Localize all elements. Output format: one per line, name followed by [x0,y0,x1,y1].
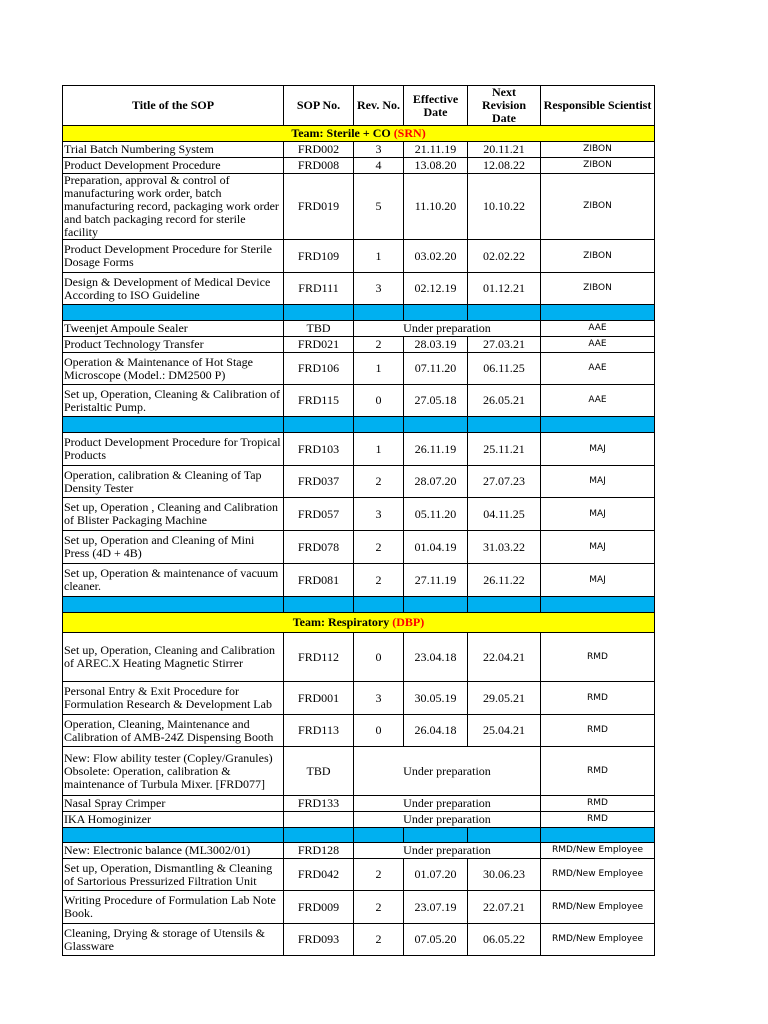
sop-number: FRD021 [284,337,354,353]
effective-date: 07.11.20 [404,353,468,385]
responsible-scientist: RMD [541,747,655,796]
separator-row [63,305,655,321]
revision-number: 2 [354,337,404,353]
revision-number: 5 [354,174,404,240]
separator-cell [541,828,655,843]
team-label [63,126,655,142]
sop-title: Operation, calibration & Cleaning of Tap Density Tester [63,466,284,498]
sop-number: FRD009 [284,891,354,924]
table-row [63,466,655,498]
sop-number: FRD078 [284,531,354,564]
sop-number: FRD093 [284,924,354,956]
effective-date: 05.11.20 [404,498,468,531]
table-row [63,498,655,531]
header-effective-date: Effective Date [404,86,468,126]
separator-cell [284,597,354,613]
revision-number: 1 [354,240,404,273]
effective-date: 01.04.19 [404,531,468,564]
effective-date: 07.05.20 [404,924,468,956]
next-revision-date: 01.12.21 [468,273,541,305]
sop-number: FRD103 [284,433,354,466]
table-row [63,240,655,273]
revision-number: 2 [354,891,404,924]
separator-cell [354,305,404,321]
sop-number: TBD [284,747,354,796]
table-row [63,633,655,682]
table-row [63,682,655,715]
revision-number: 3 [354,142,404,158]
next-revision-date: 26.11.22 [468,564,541,597]
separator-cell [63,828,284,843]
responsible-scientist: MAJ [541,466,655,498]
next-revision-date: 31.03.22 [468,531,541,564]
sop-number: FRD109 [284,240,354,273]
header-responsible-scientist: Responsible Scientist [541,86,655,126]
sop-number: FRD111 [284,273,354,305]
sop-title: Product Development Procedure for Sterile Dosage Forms [63,240,284,273]
sop-number: FRD057 [284,498,354,531]
header-row [63,86,655,126]
next-revision-date: 25.11.21 [468,433,541,466]
sop-number: FRD128 [284,843,354,859]
header-rev-no: Rev. No. [354,86,404,126]
team-name: Team: Sterile + CO [291,126,394,140]
revision-number: 3 [354,682,404,715]
effective-date: 13.08.20 [404,158,468,174]
sop-title: Cleaning, Drying & storage of Utensils & Glassware [63,924,284,956]
revision-number: 2 [354,564,404,597]
sop-title: Product Technology Transfer [63,337,284,353]
effective-date: 26.11.19 [404,433,468,466]
sop-status: Under preparation [354,843,541,859]
table-row [63,796,655,812]
revision-number: 3 [354,498,404,531]
next-revision-date: 10.10.22 [468,174,541,240]
table-row [63,433,655,466]
effective-date: 30.05.19 [404,682,468,715]
revision-number: 2 [354,924,404,956]
sop-status: Under preparation [354,747,541,796]
separator-cell [284,828,354,843]
table-row [63,564,655,597]
sop-number: FRD042 [284,859,354,891]
effective-date: 27.05.18 [404,385,468,417]
sop-number: FRD019 [284,174,354,240]
table-row [63,142,655,158]
responsible-scientist: RMD [541,796,655,812]
responsible-scientist: ZIBON [541,174,655,240]
separator-cell [354,828,404,843]
next-revision-date: 25.04.21 [468,715,541,747]
sop-title: Product Development Procedure for Tropical Products [63,433,284,466]
sop-number: FRD106 [284,353,354,385]
next-revision-date: 06.11.25 [468,353,541,385]
revision-number: 0 [354,633,404,682]
separator-cell [404,597,468,613]
table-row [63,385,655,417]
sop-title: Design & Development of Medical Device According to ISO Guideline [63,273,284,305]
team-name: Team: Respiratory [292,615,393,629]
table-row [63,321,655,337]
responsible-scientist: ZIBON [541,158,655,174]
revision-number: 2 [354,466,404,498]
revision-number: 2 [354,859,404,891]
responsible-scientist: AAE [541,337,655,353]
table-row [63,891,655,924]
revision-number: 0 [354,385,404,417]
sop-title: Set up, Operation , Cleaning and Calibration of Blister Packaging Machine [63,498,284,531]
separator-cell [63,597,284,613]
responsible-scientist: RMD/New Employee [541,891,655,924]
sop-title: Trial Batch Numbering System [63,142,284,158]
separator-cell [404,305,468,321]
responsible-scientist: MAJ [541,498,655,531]
next-revision-date: 27.03.21 [468,337,541,353]
sop-title: New: Flow ability tester (Copley/Granules) Obsolete: Operation, calibration & maintenance of Turbula Mixer. [FRD077] [63,747,284,796]
team-header-row [63,126,655,142]
responsible-scientist: MAJ [541,564,655,597]
next-revision-date: 27.07.23 [468,466,541,498]
effective-date: 28.03.19 [404,337,468,353]
responsible-scientist: RMD [541,812,655,828]
table-row [63,859,655,891]
next-revision-date: 02.02.22 [468,240,541,273]
sop-title: Product Development Procedure [63,158,284,174]
table-row [63,747,655,796]
sop-title: New: Electronic balance (ML3002/01) [63,843,284,859]
responsible-scientist: MAJ [541,531,655,564]
effective-date: 21.11.19 [404,142,468,158]
sop-number: FRD113 [284,715,354,747]
team-label [63,613,655,633]
next-revision-date: 30.06.23 [468,859,541,891]
table-row [63,812,655,828]
effective-date: 26.04.18 [404,715,468,747]
header-sop-no: SOP No. [284,86,354,126]
table-row [63,715,655,747]
separator-cell [284,417,354,433]
table-row [63,924,655,956]
responsible-scientist: RMD/New Employee [541,843,655,859]
team-code: (SRN) [393,126,426,140]
sop-title: Set up, Operation, Cleaning and Calibration of AREC.X Heating Magnetic Stirrer [63,633,284,682]
sop-number [284,812,354,828]
effective-date: 03.02.20 [404,240,468,273]
sop-title: Tweenjet Ampoule Sealer [63,321,284,337]
next-revision-date: 26.05.21 [468,385,541,417]
sop-number: FRD008 [284,158,354,174]
header-title: Title of the SOP [63,86,284,126]
effective-date: 11.10.20 [404,174,468,240]
separator-cell [404,417,468,433]
table-row [63,158,655,174]
responsible-scientist: AAE [541,353,655,385]
responsible-scientist: ZIBON [541,142,655,158]
revision-number: 1 [354,433,404,466]
responsible-scientist: MAJ [541,433,655,466]
responsible-scientist: AAE [541,385,655,417]
separator-row [63,417,655,433]
next-revision-date: 22.04.21 [468,633,541,682]
responsible-scientist: AAE [541,321,655,337]
sop-title: Operation, Cleaning, Maintenance and Calibration of AMB-24Z Dispensing Booth [63,715,284,747]
next-revision-date: 12.08.22 [468,158,541,174]
table-row [63,353,655,385]
table-row [63,843,655,859]
separator-cell [63,305,284,321]
sop-number: FRD115 [284,385,354,417]
sop-number: FRD112 [284,633,354,682]
next-revision-date: 29.05.21 [468,682,541,715]
sop-title: Set up, Operation, Cleaning & Calibration of Peristaltic Pump. [63,385,284,417]
sop-title: Set up, Operation, Dismantling & Cleaning of Sartorious Pressurized Filtration Unit [63,859,284,891]
sop-number: FRD002 [284,142,354,158]
next-revision-date: 22.07.21 [468,891,541,924]
separator-row [63,597,655,613]
sop-number: FRD081 [284,564,354,597]
table-row [63,174,655,240]
separator-cell [354,417,404,433]
effective-date: 23.04.18 [404,633,468,682]
effective-date: 01.07.20 [404,859,468,891]
separator-cell [541,597,655,613]
revision-number: 1 [354,353,404,385]
next-revision-date: 06.05.22 [468,924,541,956]
next-revision-date: 04.11.25 [468,498,541,531]
team-code: (DBP) [392,615,425,629]
sop-title: Preparation, approval & control of manufacturing work order, batch manufacturing record, packaging work order and batch packaging record for sterile facility [63,174,284,240]
sop-title: IKA Homoginizer [63,812,284,828]
sop-table [62,85,655,956]
separator-cell [468,597,541,613]
separator-cell [468,305,541,321]
responsible-scientist: RMD [541,633,655,682]
revision-number: 4 [354,158,404,174]
separator-cell [63,417,284,433]
sop-status: Under preparation [354,321,541,337]
table-row [63,531,655,564]
revision-number: 3 [354,273,404,305]
separator-cell [468,828,541,843]
separator-cell [354,597,404,613]
separator-cell [541,417,655,433]
effective-date: 23.07.19 [404,891,468,924]
header-next-revision-date: Next Revision Date [468,86,541,126]
responsible-scientist: RMD [541,715,655,747]
separator-cell [541,305,655,321]
separator-row [63,828,655,843]
separator-cell [404,828,468,843]
sop-title: Personal Entry & Exit Procedure for Formulation Research & Development Lab [63,682,284,715]
sop-number: TBD [284,321,354,337]
table-row [63,337,655,353]
table-row [63,273,655,305]
team-header-row [63,613,655,633]
sop-title: Operation & Maintenance of Hot Stage Microscope (Model.: DM2500 P) [63,353,284,385]
separator-cell [468,417,541,433]
sop-status: Under preparation [354,812,541,828]
sop-number: FRD001 [284,682,354,715]
sop-title: Writing Procedure of Formulation Lab Note Book. [63,891,284,924]
effective-date: 02.12.19 [404,273,468,305]
responsible-scientist: ZIBON [541,240,655,273]
sop-title: Nasal Spray Crimper [63,796,284,812]
effective-date: 27.11.19 [404,564,468,597]
responsible-scientist: RMD/New Employee [541,859,655,891]
sop-status: Under preparation [354,796,541,812]
revision-number: 2 [354,531,404,564]
sop-title: Set up, Operation & maintenance of vacuum cleaner. [63,564,284,597]
sop-title: Set up, Operation and Cleaning of Mini Press (4D + 4B) [63,531,284,564]
responsible-scientist: RMD [541,682,655,715]
sop-number: FRD037 [284,466,354,498]
separator-cell [284,305,354,321]
revision-number: 0 [354,715,404,747]
effective-date: 28.07.20 [404,466,468,498]
responsible-scientist: RMD/New Employee [541,924,655,956]
sop-number: FRD133 [284,796,354,812]
responsible-scientist: ZIBON [541,273,655,305]
next-revision-date: 20.11.21 [468,142,541,158]
